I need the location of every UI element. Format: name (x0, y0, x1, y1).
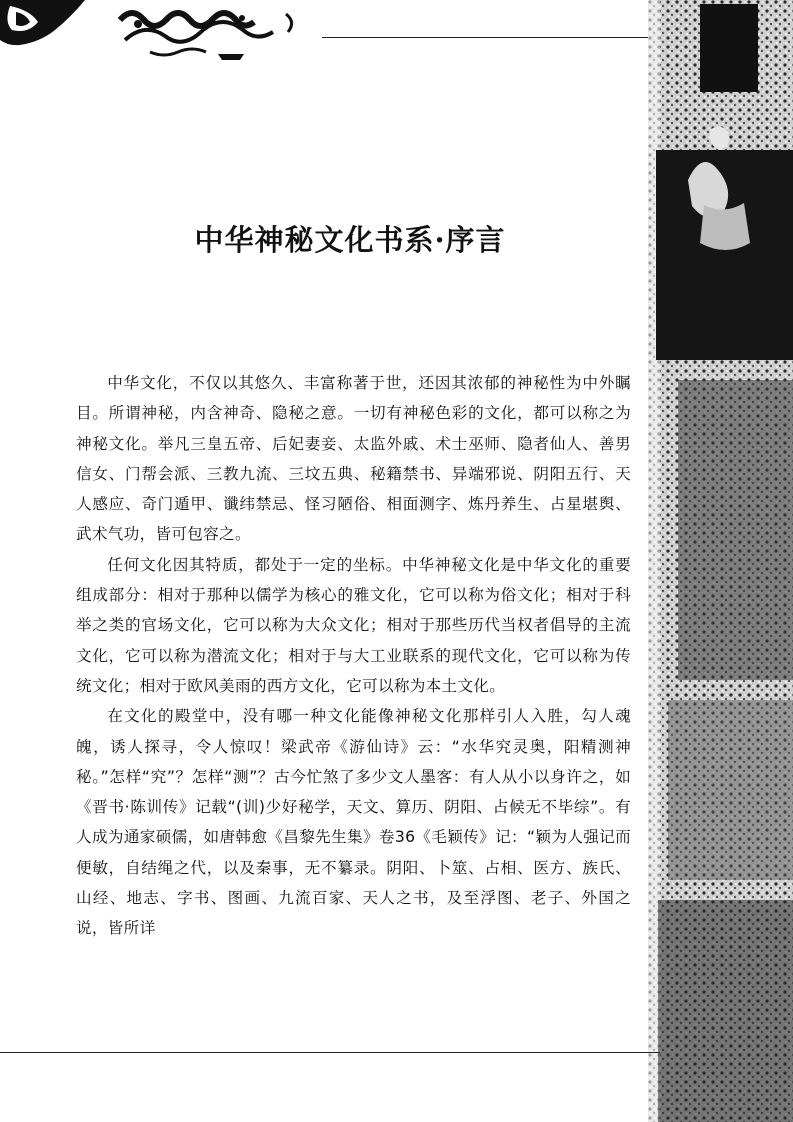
footer-rule (0, 1052, 660, 1053)
paragraph: 中华文化，不仅以其悠久、丰富称著于世，还因其浓郁的神秘性为中外瞩目。所谓神秘，内含神奇、隐秘之意。一切有神秘色彩的文化，都可以称之为神秘文化。举凡三皇五帝、后妃妻妾、太监外戚、术士巫师、隐者仙人、善男信女、门帮会派、三教九流、三坟五典、秘籍禁书、异端邪说、阴阳五行、天人感应、奇门遁甲、谶纬禁忌、怪习陋俗、相面测字、炼丹养生、占星堪舆、武术气功，皆可包容之。 (76, 374, 631, 544)
paragraph: 在文化的殿堂中，没有哪一种文化能像神秘文化那样引人入胜，勾人魂魄，诱人探寻，令人惊叹！梁武帝《游仙诗》云：“水华究灵奥，阳精测神秘。”怎样“究”？怎样“测”？古今忙煞了多少文人墨客：有人从小以身许之，如《晋书·陈训传》记载“(训)少好秘学，天文、算历、阴阳、占候无不毕综”。有人成为通家硕儒，如唐韩愈《昌黎先生集》卷36《毛颖传》记：“颖为人强记而便敏，自结绳之代，以及秦事，无不纂录。阴阳、卜筮、占相、医方、族氏、山经、地志、字书、图画、九流百家、天人之书，及至浮图、老子、外国之说，皆所详 (76, 707, 631, 938)
body-text (76, 368, 631, 944)
paragraph: 任何文化因其特质，都处于一定的坐标。中华神秘文化是中华文化的重要组成部分：相对于那种以儒学为核心的雅文化，它可以称为俗文化；相对于科举之类的官场文化，它可以称为大众文化；相对于那些历代当权者倡导的主流文化，它可以称为潜流文化；相对于与大工业联系的现代文化，它可以称为传统文化；相对于欧风美雨的西方文化，它可以称为本土文化。 (76, 555, 631, 695)
dragon-ornament (0, 0, 330, 80)
side-painting-strip (648, 0, 793, 1122)
header-rule (322, 37, 660, 38)
page-title: 中华神秘文化书系·序言 (194, 223, 506, 257)
